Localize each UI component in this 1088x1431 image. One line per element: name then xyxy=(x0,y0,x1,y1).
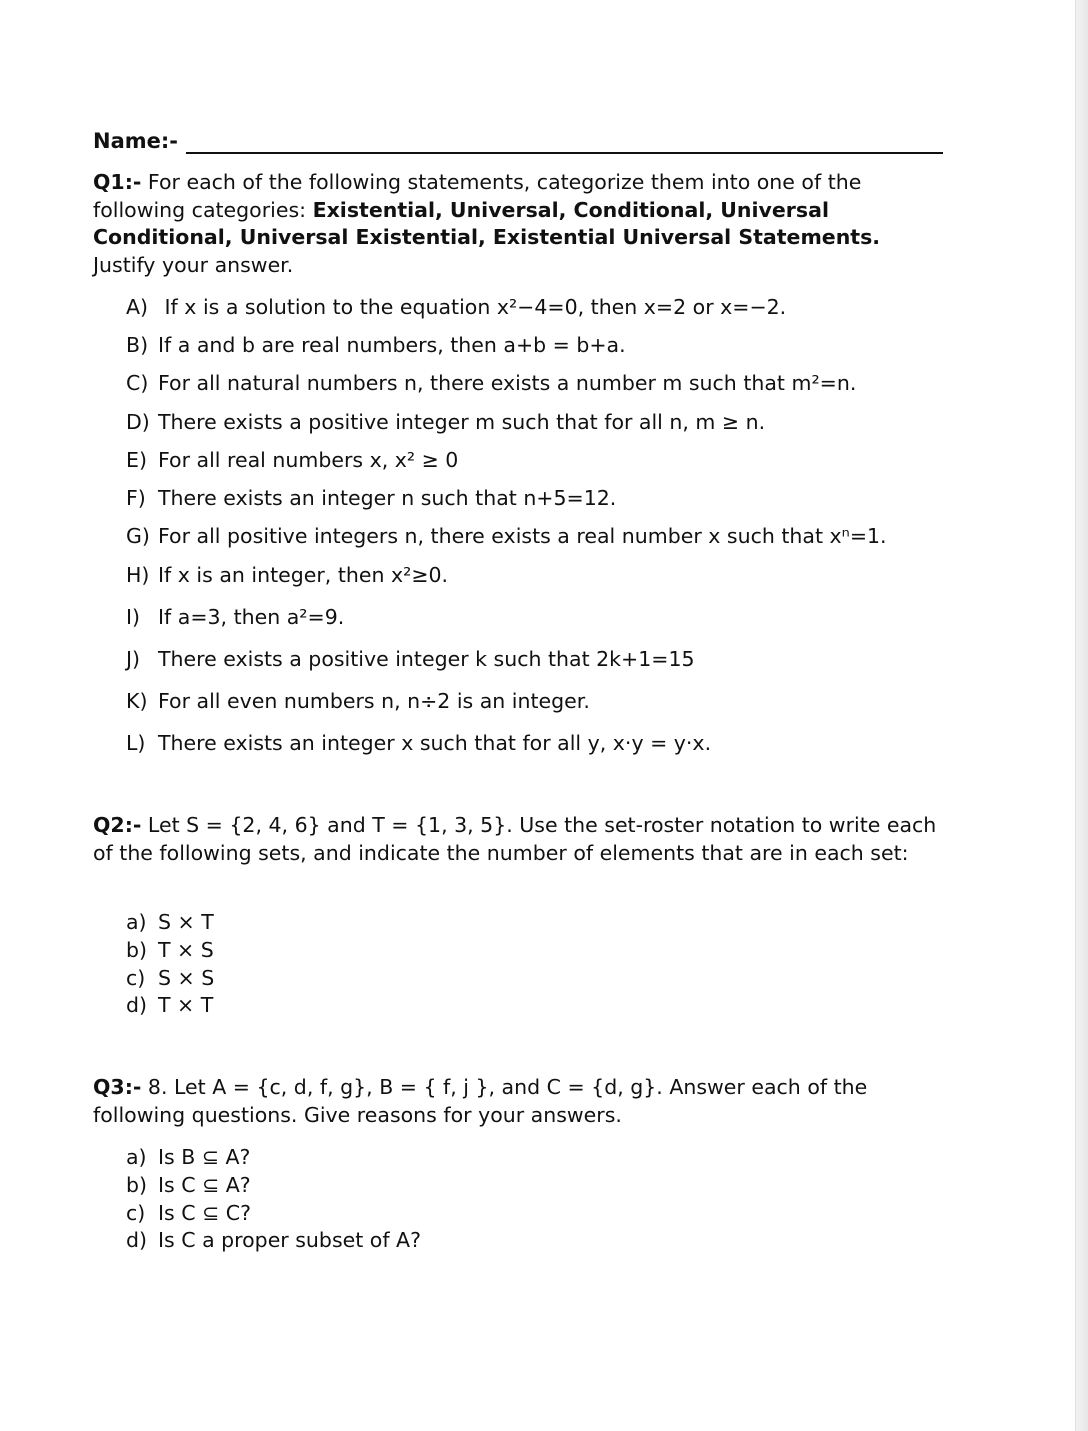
item-text: For all positive integers n, there exists a real number x such that xⁿ=1. xyxy=(158,524,887,548)
name-blank-line xyxy=(186,130,943,154)
item-text: S × T xyxy=(158,910,214,934)
item-text: Is B ⊆ A? xyxy=(158,1145,251,1169)
q2-list xyxy=(126,909,214,1020)
q2-item-c xyxy=(126,965,214,993)
item-label: b) xyxy=(126,1172,148,1197)
item-text: There exists an integer x such that for all y, x·y = y·x. xyxy=(158,731,712,755)
item-label: d) xyxy=(126,993,148,1018)
q3-item-c xyxy=(126,1200,421,1228)
item-text: If a and b are real numbers, then a+b = b+a. xyxy=(158,333,626,357)
name-label: Name:- xyxy=(93,129,178,153)
item-text: For all even numbers n, n÷2 is an integer. xyxy=(158,689,590,713)
item-label: H) xyxy=(126,563,150,587)
item-text: Is C ⊆ A? xyxy=(158,1172,251,1197)
q1-item-b xyxy=(126,332,626,359)
q2-label: Q2:- xyxy=(93,813,142,837)
item-label: b) xyxy=(126,937,148,962)
q1-categories: Existential, Universal, Conditional, Universal Conditional, Universal Existential, Existential Universal Statements. xyxy=(93,197,881,249)
q2-item-a xyxy=(126,909,214,937)
q3-list xyxy=(126,1144,421,1255)
q1-item-e xyxy=(126,447,458,474)
q3-item-a xyxy=(126,1144,421,1172)
item-label: a) xyxy=(126,910,147,934)
q3-item-d xyxy=(126,1227,421,1255)
name-field xyxy=(93,128,943,154)
item-label: B) xyxy=(126,333,149,357)
q2-item-d xyxy=(126,992,214,1020)
q3-item-b xyxy=(126,1172,421,1200)
item-label: I) xyxy=(126,605,141,629)
q3-label: Q3:- xyxy=(93,1075,142,1099)
q2-item-b xyxy=(126,937,214,965)
item-text: If x is an integer, then x²≥0. xyxy=(158,563,449,587)
q1-item-f xyxy=(126,485,616,512)
q1-item-l xyxy=(126,730,711,757)
item-label: c) xyxy=(126,965,146,990)
item-label: G) xyxy=(126,524,150,548)
item-label: E) xyxy=(126,448,147,472)
q3-text: 8. Let A = {c, d, f, g}, B = { f, j }, and C = {d, g}. Answer each of the following questions. Give reasons for your answers. xyxy=(93,1075,868,1127)
q1-item-c xyxy=(126,370,856,397)
item-text: Is C a proper subset of A? xyxy=(158,1228,421,1253)
item-text: There exists an integer n such that n+5=12. xyxy=(158,486,617,510)
item-text: There exists a positive integer m such that for all n, m ≥ n. xyxy=(158,410,766,434)
q1-item-h xyxy=(126,562,448,589)
item-label: L) xyxy=(126,731,146,755)
q1-item-j xyxy=(126,646,695,673)
item-label: D) xyxy=(126,410,150,434)
q2-prompt xyxy=(93,812,943,867)
q1-item-a xyxy=(126,294,786,321)
q3-prompt xyxy=(93,1074,943,1129)
page-edge xyxy=(1075,0,1088,1431)
q1-prompt xyxy=(93,169,943,279)
q1-intro: For each of the following statements, categorize them into one of the following categories: xyxy=(93,170,862,222)
q1-item-g xyxy=(126,523,887,550)
q1-label: Q1:- xyxy=(93,170,142,194)
item-text: Is C ⊆ C? xyxy=(158,1200,251,1225)
item-label: a) xyxy=(126,1145,147,1169)
item-label: K) xyxy=(126,689,148,713)
item-text: If a=3, then a²=9. xyxy=(158,605,345,629)
q1-item-k xyxy=(126,688,590,715)
item-text: There exists a positive integer k such that 2k+1=15 xyxy=(158,647,695,671)
q1-item-d xyxy=(126,409,765,436)
q2-text: Let S = {2, 4, 6} and T = {1, 3, 5}. Use the set-roster notation to write each of the following sets, and indicate the number of elements that are in each set: xyxy=(93,813,937,865)
item-label: d) xyxy=(126,1228,148,1253)
item-text: T × T xyxy=(158,993,214,1018)
item-text: S × S xyxy=(158,965,215,990)
q1-item-i xyxy=(126,604,344,631)
item-label: C) xyxy=(126,371,149,395)
item-label: c) xyxy=(126,1200,146,1225)
item-text: If x is a solution to the equation x²−4=0, then x=2 or x=−2. xyxy=(158,295,787,319)
item-label: A) xyxy=(126,295,149,319)
item-text: For all real numbers x, x² ≥ 0 xyxy=(158,448,459,472)
item-label: J) xyxy=(126,647,141,671)
item-text: T × S xyxy=(158,937,214,962)
item-label: F) xyxy=(126,486,146,510)
q1-outro: Justify your answer. xyxy=(93,252,294,277)
item-text: For all natural numbers n, there exists a number m such that m²=n. xyxy=(158,371,857,395)
